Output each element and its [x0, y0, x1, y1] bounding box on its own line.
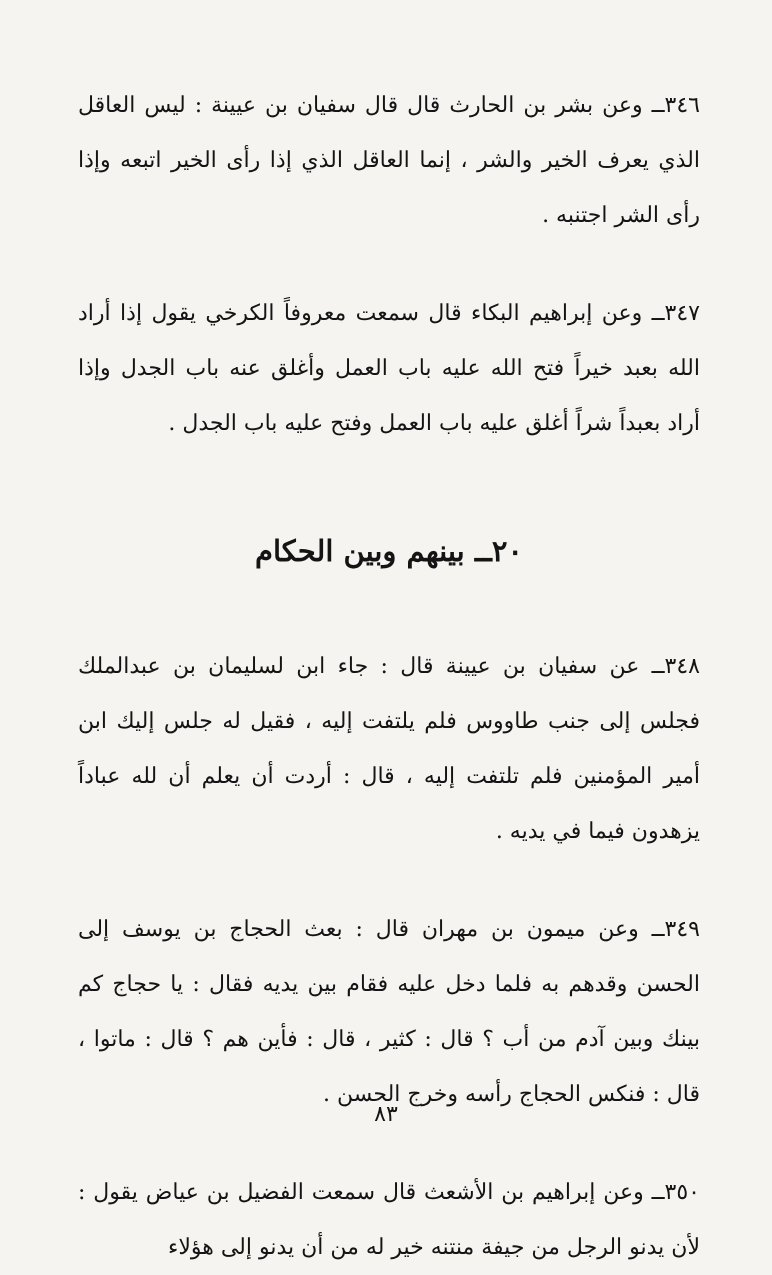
paragraph-350: ٣٥٠ــ وعن إبراهيم بن الأشعث قال سمعت الفضيل بن عياض يقول : لأن يدنو الرجل من جيفة منتنه خير له من أن يدنو إلى هؤلاء	[78, 1180, 700, 1260]
section-title: ٢٠ــ بينهم وبين الحكام	[255, 534, 523, 568]
paragraph-347: ٣٤٧ــ وعن إبراهيم البكاء قال سمعت معروفاً الكرخي يقول إذا أراد الله بعبد خيراً فتح الله عليه باب العمل وأغلق عنه باب الجدل وإذا أراد بعبداً شراً أغلق عليه باب العمل وفتح عليه باب الجدل .	[78, 301, 700, 436]
paragraph-349: ٣٤٩ــ وعن ميمون بن مهران قال : بعث الحجاج بن يوسف إلى الحسن وقدهم به فلما دخل عليه فقام بين يديه فقال : يا حجاج كم بينك وبين آدم من أب ؟ قال : كثير ، قال : فأين هم ؟ قال : ماتوا ، قال : فنكس الحجاج رأسه وخرج الحسن .	[78, 917, 700, 1107]
paragraph-346: ٣٤٦ــ وعن بشر بن الحارث قال قال سفيان بن عيينة : ليس العاقل الذي يعرف الخير والشر ، إنما العاقل الذي إذا رأى الخير اتبعه وإذا رأى الشر اجتنبه .	[78, 93, 700, 228]
book-page	[78, 78, 701, 1260]
paragraph-348: ٣٤٨ــ عن سفيان بن عيينة قال : جاء ابن لسليمان بن عبدالملك فجلس إلى جنب طاووس فلم يلتفت إليه ، فقيل له جلس إليك ابن أمير المؤمنين فلم تلتفت إليه ، قال : أردت أن يعلم أن لله عباداً يزهدون فيما في يديه .	[78, 654, 701, 844]
page-number: ٨٣	[374, 1102, 398, 1127]
